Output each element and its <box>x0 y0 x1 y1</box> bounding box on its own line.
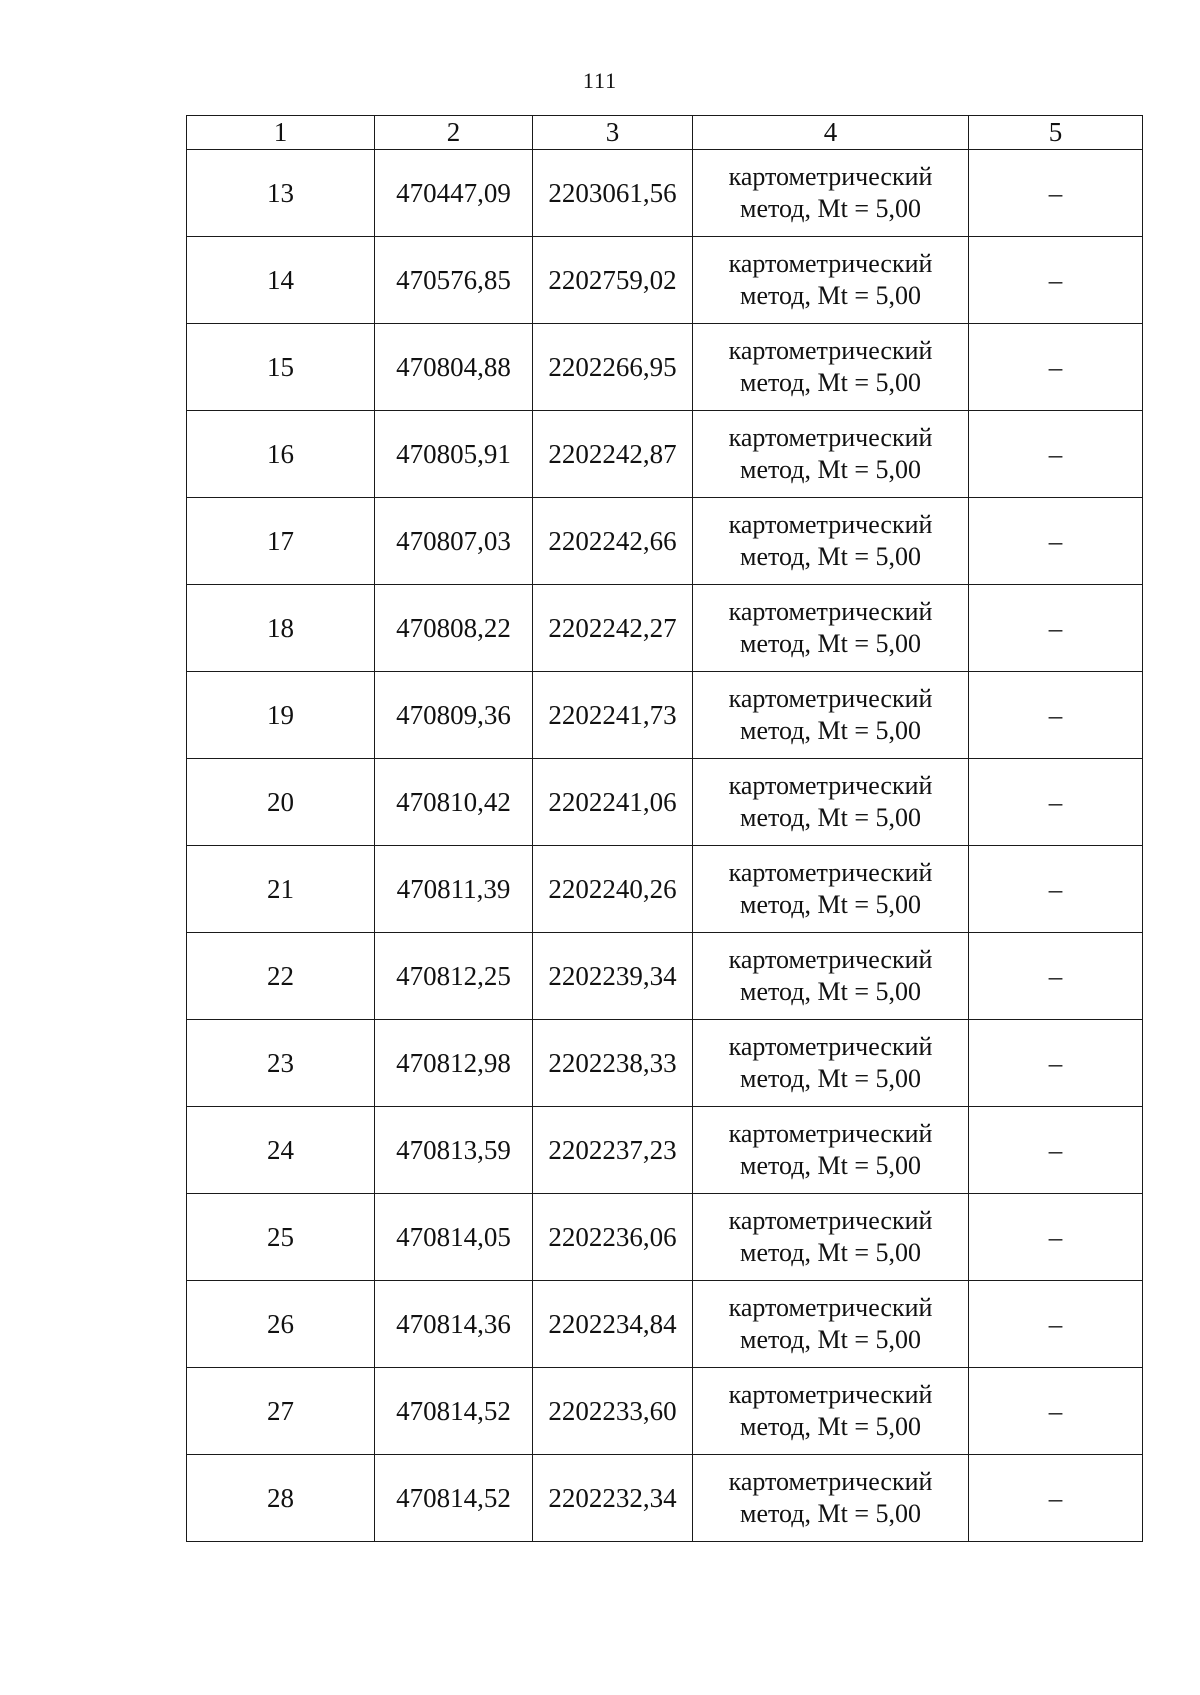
method-cell <box>693 150 969 237</box>
point-number-cell: 16 <box>187 411 375 498</box>
method-line-1: картометрический <box>728 945 933 974</box>
note-cell: – <box>969 585 1143 672</box>
method-line-2: метод, Mt = 5,00 <box>740 1499 921 1528</box>
method-line-2: метод, Mt = 5,00 <box>740 281 921 310</box>
method-line-2: метод, Mt = 5,00 <box>740 977 921 1006</box>
method-line-1: картометрический <box>728 336 933 365</box>
y-coordinate-cell: 2202238,33 <box>533 1020 693 1107</box>
note-cell: – <box>969 1455 1143 1542</box>
method-cell <box>693 324 969 411</box>
table-row <box>187 237 1143 324</box>
x-coordinate-cell: 470814,52 <box>375 1455 533 1542</box>
method-line-1: картометрический <box>728 597 933 626</box>
point-number-cell: 26 <box>187 1281 375 1368</box>
note-cell: – <box>969 846 1143 933</box>
y-coordinate-cell: 2203061,56 <box>533 150 693 237</box>
column-header: 1 <box>187 116 375 150</box>
x-coordinate-cell: 470814,52 <box>375 1368 533 1455</box>
method-cell <box>693 498 969 585</box>
note-cell: – <box>969 1107 1143 1194</box>
table-row <box>187 324 1143 411</box>
method-cell <box>693 237 969 324</box>
note-cell: – <box>969 1368 1143 1455</box>
note-cell: – <box>969 933 1143 1020</box>
method-line-1: картометрический <box>728 1467 933 1496</box>
method-cell <box>693 1020 969 1107</box>
note-cell: – <box>969 672 1143 759</box>
table-row <box>187 672 1143 759</box>
note-cell: – <box>969 1281 1143 1368</box>
method-line-1: картометрический <box>728 1206 933 1235</box>
note-cell: – <box>969 1194 1143 1281</box>
y-coordinate-cell: 2202237,23 <box>533 1107 693 1194</box>
table-row <box>187 1281 1143 1368</box>
note-cell: – <box>969 237 1143 324</box>
y-coordinate-cell: 2202242,66 <box>533 498 693 585</box>
y-coordinate-cell: 2202232,34 <box>533 1455 693 1542</box>
table-row <box>187 411 1143 498</box>
y-coordinate-cell: 2202241,73 <box>533 672 693 759</box>
column-header: 4 <box>693 116 969 150</box>
method-line-2: метод, Mt = 5,00 <box>740 194 921 223</box>
y-coordinate-cell: 2202236,06 <box>533 1194 693 1281</box>
method-line-1: картометрический <box>728 1119 933 1148</box>
method-line-2: метод, Mt = 5,00 <box>740 1412 921 1441</box>
x-coordinate-cell: 470814,36 <box>375 1281 533 1368</box>
point-number-cell: 24 <box>187 1107 375 1194</box>
method-line-2: метод, Mt = 5,00 <box>740 1064 921 1093</box>
table-row <box>187 1368 1143 1455</box>
column-header: 5 <box>969 116 1143 150</box>
y-coordinate-cell: 2202759,02 <box>533 237 693 324</box>
method-line-1: картометрический <box>728 684 933 713</box>
x-coordinate-cell: 470812,25 <box>375 933 533 1020</box>
table-header <box>187 116 1143 150</box>
point-number-cell: 22 <box>187 933 375 1020</box>
x-coordinate-cell: 470447,09 <box>375 150 533 237</box>
x-coordinate-cell: 470804,88 <box>375 324 533 411</box>
table-row <box>187 933 1143 1020</box>
point-number-cell: 28 <box>187 1455 375 1542</box>
table-row <box>187 150 1143 237</box>
method-line-1: картометрический <box>728 771 933 800</box>
point-number-cell: 27 <box>187 1368 375 1455</box>
x-coordinate-cell: 470805,91 <box>375 411 533 498</box>
point-number-cell: 17 <box>187 498 375 585</box>
method-line-2: метод, Mt = 5,00 <box>740 1325 921 1354</box>
method-line-2: метод, Mt = 5,00 <box>740 1238 921 1267</box>
method-cell <box>693 1107 969 1194</box>
note-cell: – <box>969 150 1143 237</box>
method-line-2: метод, Mt = 5,00 <box>740 890 921 919</box>
method-line-2: метод, Mt = 5,00 <box>740 1151 921 1180</box>
method-cell <box>693 1194 969 1281</box>
point-number-cell: 21 <box>187 846 375 933</box>
method-line-1: картометрический <box>728 423 933 452</box>
column-header: 2 <box>375 116 533 150</box>
note-cell: – <box>969 411 1143 498</box>
coordinates-table <box>186 115 1143 1542</box>
page-number: 111 <box>582 68 618 93</box>
table-row <box>187 1020 1143 1107</box>
table-row <box>187 585 1143 672</box>
x-coordinate-cell: 470809,36 <box>375 672 533 759</box>
method-line-1: картометрический <box>728 858 933 887</box>
x-coordinate-cell: 470813,59 <box>375 1107 533 1194</box>
method-cell <box>693 1455 969 1542</box>
note-cell: – <box>969 498 1143 585</box>
point-number-cell: 13 <box>187 150 375 237</box>
y-coordinate-cell: 2202239,34 <box>533 933 693 1020</box>
x-coordinate-cell: 470812,98 <box>375 1020 533 1107</box>
method-line-1: картометрический <box>728 1293 933 1322</box>
method-cell <box>693 933 969 1020</box>
x-coordinate-cell: 470810,42 <box>375 759 533 846</box>
method-cell <box>693 672 969 759</box>
point-number-cell: 15 <box>187 324 375 411</box>
y-coordinate-cell: 2202242,87 <box>533 411 693 498</box>
x-coordinate-cell: 470807,03 <box>375 498 533 585</box>
note-cell: – <box>969 759 1143 846</box>
table-row <box>187 846 1143 933</box>
method-cell <box>693 411 969 498</box>
column-header: 3 <box>533 116 693 150</box>
method-line-2: метод, Mt = 5,00 <box>740 803 921 832</box>
x-coordinate-cell: 470576,85 <box>375 237 533 324</box>
table-row <box>187 498 1143 585</box>
x-coordinate-cell: 470811,39 <box>375 846 533 933</box>
y-coordinate-cell: 2202234,84 <box>533 1281 693 1368</box>
y-coordinate-cell: 2202240,26 <box>533 846 693 933</box>
method-cell <box>693 846 969 933</box>
method-cell <box>693 759 969 846</box>
table-row <box>187 759 1143 846</box>
point-number-cell: 25 <box>187 1194 375 1281</box>
y-coordinate-cell: 2202241,06 <box>533 759 693 846</box>
method-line-1: картометрический <box>728 1380 933 1409</box>
table-row <box>187 1455 1143 1542</box>
point-number-cell: 18 <box>187 585 375 672</box>
table-body <box>187 150 1143 1542</box>
table-row <box>187 1107 1143 1194</box>
method-line-1: картометрический <box>728 249 933 278</box>
x-coordinate-cell: 470808,22 <box>375 585 533 672</box>
method-line-2: метод, Mt = 5,00 <box>740 716 921 745</box>
point-number-cell: 23 <box>187 1020 375 1107</box>
note-cell: – <box>969 1020 1143 1107</box>
y-coordinate-cell: 2202233,60 <box>533 1368 693 1455</box>
point-number-cell: 14 <box>187 237 375 324</box>
y-coordinate-cell: 2202266,95 <box>533 324 693 411</box>
point-number-cell: 19 <box>187 672 375 759</box>
method-cell <box>693 1368 969 1455</box>
method-cell <box>693 585 969 672</box>
method-line-1: картометрический <box>728 162 933 191</box>
x-coordinate-cell: 470814,05 <box>375 1194 533 1281</box>
point-number-cell: 20 <box>187 759 375 846</box>
table-row <box>187 1194 1143 1281</box>
y-coordinate-cell: 2202242,27 <box>533 585 693 672</box>
method-line-2: метод, Mt = 5,00 <box>740 455 921 484</box>
method-line-1: картометрический <box>728 1032 933 1061</box>
method-line-2: метод, Mt = 5,00 <box>740 542 921 571</box>
header-row <box>187 116 1143 150</box>
method-cell <box>693 1281 969 1368</box>
method-line-1: картометрический <box>728 510 933 539</box>
method-line-2: метод, Mt = 5,00 <box>740 368 921 397</box>
method-line-2: метод, Mt = 5,00 <box>740 629 921 658</box>
note-cell: – <box>969 324 1143 411</box>
